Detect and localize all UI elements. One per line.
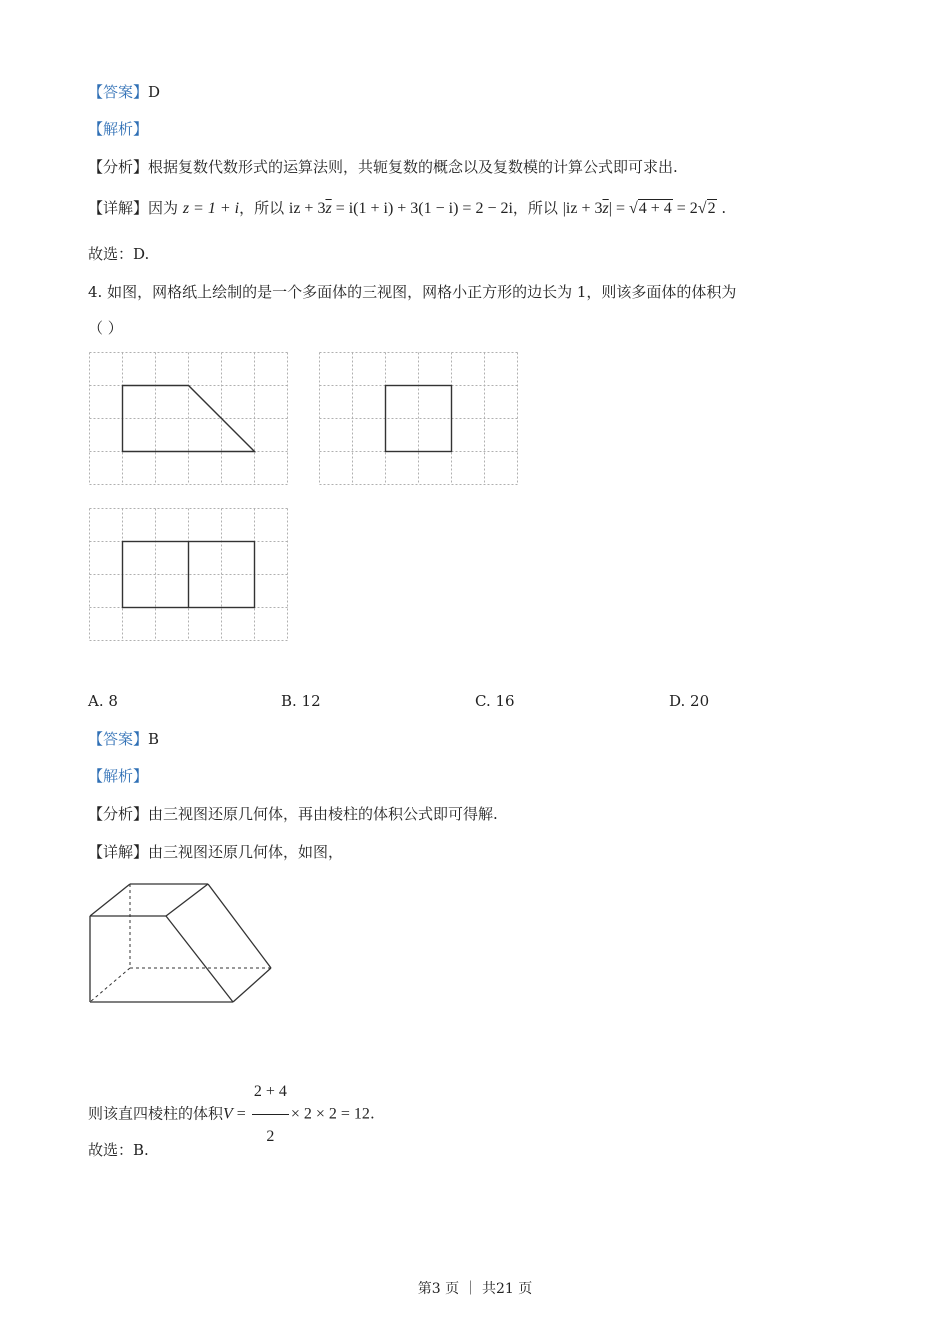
option-b: B. 12 [281,692,321,710]
detail-text: ，所以 [512,199,558,217]
analysis-tag: 【解析】 [88,767,149,785]
side-view-figure [319,352,519,485]
option-c: C. 16 [475,692,515,710]
q3-detail-line: 【详解】因为 z = 1 + i，所以 iz + $3\overline{z} = i(1 + i) + 3(1 - i) = 2 - 2i$，所以 $|iz + 3\overline{z}| = √4 + 4 = 2√2$ . [88,199,727,217]
fraction-numerator: 2 + 4 [252,1070,289,1115]
math-expr-1: iz + $3\overline{z} = i(1 + i) + 3(1 - i) = 2 - 2i$ [288,200,513,217]
top-view-figure [89,508,289,641]
fenxi-tag: 【分析】 [88,158,149,176]
math-z-def: z = 1 + i [182,200,240,217]
q4-detail-line [88,842,343,862]
answer-tag: 【答案】 [88,83,149,101]
q3-answer-line [88,82,160,102]
q4-answer-line [88,729,159,749]
detail-text: 因为 [148,199,179,217]
page-footer: 第3 页 ｜ 共21 页 [417,1281,533,1297]
q3-conclusion: 故选：D. [88,245,150,263]
answer-value: D [148,83,161,101]
volume-line: 则该直四棱柱的体积V = $\frac{2 + 4}{2}$ × 2 × 2 = 12. [88,1070,375,1159]
volume-text: 则该直四棱柱的体积 [88,1104,224,1123]
q4-analysis-line [88,766,148,786]
volume-rhs: × 2 × 2 = 12 [290,1105,370,1123]
q3-fenxi-line [88,157,678,177]
fenxi-tag: 【分析】 [88,805,149,823]
answer-value: B [148,730,160,748]
q4-fenxi-line [88,804,498,824]
analysis-tag: 【解析】 [88,120,149,138]
q4-conclusion: 故选：B. [88,1141,149,1159]
detail-tag: 【详解】 [88,199,149,217]
q4-question: 4. 如图，网格纸上绘制的是一个多面体的三视图，网格小正方形的边长为 1，则该多面体的体积为 [88,283,737,301]
option-d: D. 20 [669,692,710,710]
option-a: A. 8 [88,692,118,710]
q4-paren: （ ） [88,319,123,337]
prism-3d-figure [86,880,278,1008]
math-expr-2: $|iz + 3\overline{z}| = √4 + 4 = 2√2$ [562,200,716,217]
fenxi-text: 由三视图还原几何体，再由棱柱的体积公式即可得解. [148,805,498,823]
fenxi-text: 根据复数代数形式的运算法则，共轭复数的概念以及复数模的计算公式即可求出. [148,158,678,176]
detail-text: 由三视图还原几何体，如图， [148,843,344,861]
front-view-figure [89,352,289,485]
detail-text: ，所以 [239,199,285,217]
volume-fraction [252,1070,289,1159]
answer-tag: 【答案】 [88,730,149,748]
q3-analysis-line [88,119,148,139]
detail-tag: 【详解】 [88,843,149,861]
volume-symbol: V [223,1105,233,1123]
fraction-denominator: 2 [266,1128,275,1145]
